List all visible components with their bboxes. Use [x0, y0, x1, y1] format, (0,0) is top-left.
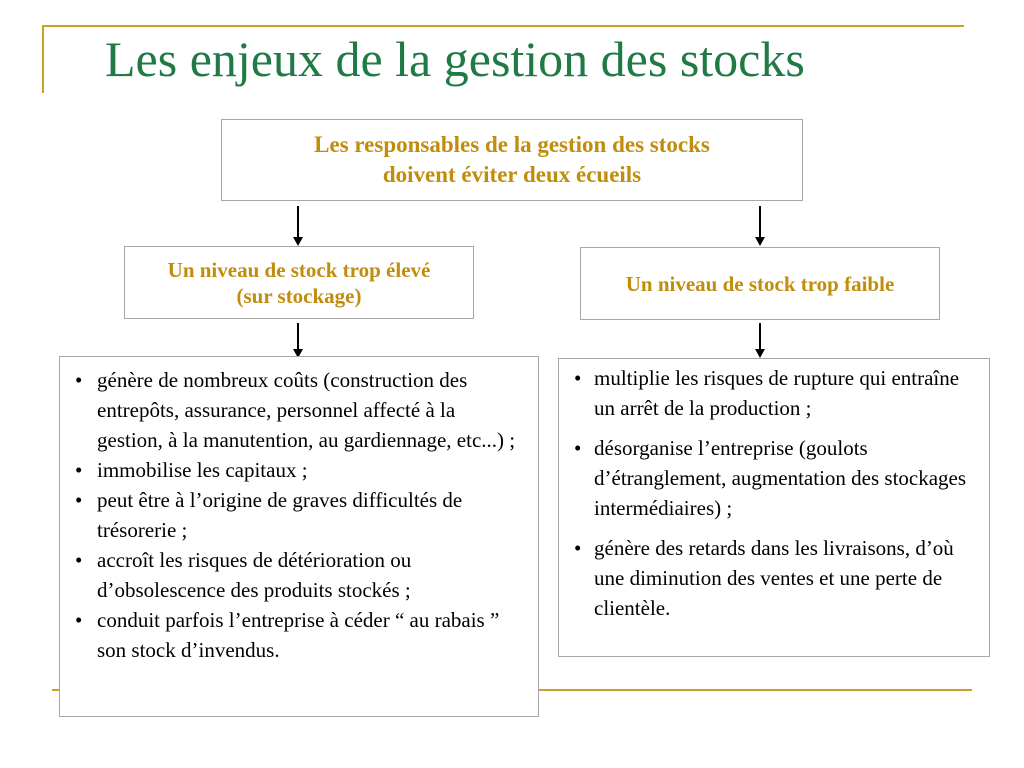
list-item — [60, 365, 524, 455]
right-heading-box — [580, 247, 940, 320]
left-heading-box — [124, 246, 474, 319]
arrow-down-left-upper — [293, 206, 303, 246]
arrow-down-right-upper — [755, 206, 765, 246]
left-consequences-box — [59, 356, 539, 717]
arrow-down-right-lower — [755, 323, 765, 358]
list-item — [60, 605, 524, 665]
bullet-icon: • — [75, 488, 83, 512]
top-box-line1: Les responsables de la gestion des stocks — [314, 132, 710, 157]
list-item — [60, 485, 524, 545]
bullet-icon: • — [75, 368, 83, 392]
list-item — [559, 533, 979, 623]
bullet-icon: • — [574, 436, 582, 460]
top-box-line2: doivent éviter deux écueils — [382, 162, 642, 187]
frame-left-rule — [42, 25, 44, 93]
bullet-icon: • — [75, 548, 83, 572]
list-item-text: conduit parfois l’entreprise à céder “ au rabais ” son stock d’invendus. — [97, 608, 500, 662]
bullet-icon: • — [75, 608, 83, 632]
list-item-text: génère de nombreux coûts (construction des entrepôts, assurance, personnel affecté à la gestion, à la manutention, au gardiennage, etc...) ; — [97, 368, 516, 452]
slide-title: Les enjeux de la gestion des stocks — [105, 31, 805, 87]
frame-top-rule — [42, 25, 964, 27]
bullet-icon: • — [75, 458, 83, 482]
list-item-text: immobilise les capitaux ; — [97, 458, 308, 482]
list-item-text: désorganise l’entreprise (goulots d’étranglement, augmentation des stockages intermédiaires) ; — [594, 436, 967, 520]
bullet-icon: • — [574, 366, 582, 390]
left-heading-line1: Un niveau de stock trop élevé — [167, 257, 431, 282]
bullet-icon: • — [574, 536, 582, 560]
arrow-down-left-lower — [293, 323, 303, 358]
list-item-text: peut être à l’origine de graves difficultés de trésorerie ; — [97, 488, 463, 542]
right-bullet-list — [559, 359, 989, 623]
list-item — [559, 433, 979, 523]
left-heading-line2: (sur stockage) — [236, 283, 362, 308]
list-item — [559, 363, 979, 423]
list-item-text: multiplie les risques de rupture qui entraîne un arrêt de la production ; — [594, 366, 960, 420]
list-item — [60, 455, 524, 485]
list-item-text: génère des retards dans les livraisons, d’où une diminution des ventes et une perte de clientèle. — [594, 536, 954, 620]
top-box — [221, 119, 803, 201]
list-item — [60, 545, 524, 605]
right-consequences-box — [558, 358, 990, 657]
right-heading: Un niveau de stock trop faible — [625, 271, 895, 296]
left-bullet-list — [60, 357, 538, 665]
list-item-text: accroît les risques de détérioration ou d’obsolescence des produits stockés ; — [97, 548, 412, 602]
